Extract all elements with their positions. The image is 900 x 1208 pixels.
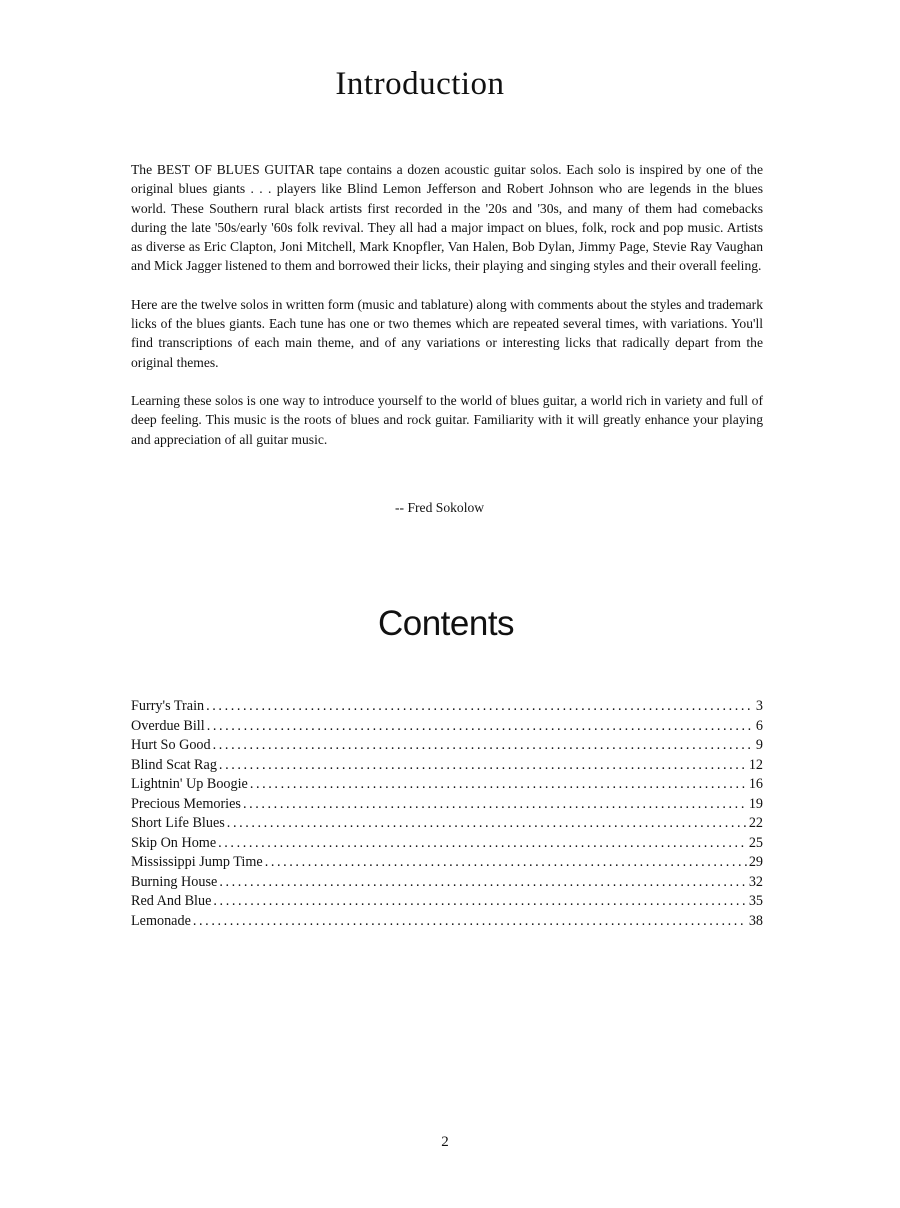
dot-leader	[218, 834, 747, 854]
dot-leader	[193, 912, 747, 932]
dot-leader	[207, 717, 754, 737]
toc-entry-title: Precious Memories	[131, 795, 241, 812]
dot-leader	[243, 795, 747, 815]
toc-entry-page: 9	[755, 737, 763, 753]
dot-leader	[227, 814, 747, 834]
intro-paragraph-2: Here are the twelve solos in written form (music and tablature) along with comments about the styles and trademark licks of the blues giants. Each tune has one or two themes which are repeated several times, with variations. You'll find transcriptions of each main theme, and of any variations or interesting licks that radically depart from the original themes.	[131, 296, 763, 370]
contents-title: Contents	[377, 604, 515, 643]
toc-entry-title: Furry's Train	[131, 698, 205, 714]
introduction-title: Introduction	[335, 66, 505, 102]
dot-leader	[206, 697, 754, 717]
toc-entry-page: 32	[748, 873, 763, 890]
dot-leader	[219, 756, 747, 776]
toc-entry[interactable]	[131, 697, 763, 717]
toc-entry-page: 29	[748, 854, 763, 870]
toc-entry-title: Short Life Blues	[131, 815, 225, 831]
toc-entry-title: Burning House	[131, 873, 218, 890]
toc-entry[interactable]	[131, 912, 763, 932]
page-number: 2	[441, 1134, 449, 1150]
toc-entry[interactable]	[131, 892, 763, 912]
intro-paragraph-3: Learning these solos is one way to introduce yourself to the world of blues guitar, a world rich in variety and full of deep feeling. This music is the roots of blues and rock guitar. Familiarity with it will greatly enhance your playing and appreciation of all guitar music.	[131, 392, 763, 447]
toc-entry-title: Skip On Home	[131, 834, 217, 851]
toc-entry-page: 19	[748, 795, 763, 812]
toc-entry-page: 12	[748, 756, 763, 773]
dot-leader	[219, 873, 747, 893]
toc-entry[interactable]	[131, 873, 763, 893]
table-of-contents	[131, 697, 763, 931]
toc-entry[interactable]	[131, 814, 763, 834]
toc-entry[interactable]	[131, 736, 763, 756]
toc-entry-title: Lightnin' Up Boogie	[131, 776, 248, 792]
toc-entry-page: 3	[755, 698, 763, 714]
toc-entry[interactable]	[131, 756, 763, 776]
introduction-body	[131, 160, 763, 468]
toc-entry-title: Red And Blue	[131, 893, 212, 909]
author-signature: -- Fred Sokolow	[395, 500, 485, 515]
toc-entry[interactable]	[131, 834, 763, 854]
toc-entry[interactable]	[131, 775, 763, 795]
toc-entry-title: Overdue Bill	[131, 717, 205, 734]
toc-entry[interactable]	[131, 795, 763, 815]
toc-entry-page: 35	[748, 893, 763, 909]
intro-paragraph-1: The BEST OF BLUES GUITAR tape contains a dozen acoustic guitar solos. Each solo is inspired by one of the original blues giants . . . players like Blind Lemon Jefferson and Robert Johnson who are legends in the blues world. These Southern rural black artists first recorded in the '20s and '30s, and many of them had comebacks during the late '50s/early '60s folk revival. They all had a major impact on blues, folk, rock and pop music. Artists as diverse as Eric Clapton, Joni Mitchell, Mark Knopfler, Van Halen, Bob Dylan, Jimmy Page, Stevie Ray Vaughan and Mick Jagger listened to them and borrowed their licks, their playing and singing styles and their overall feeling.	[131, 162, 763, 274]
toc-entry[interactable]	[131, 717, 763, 737]
dot-leader	[213, 736, 754, 756]
toc-entry[interactable]	[131, 853, 763, 873]
toc-entry-page: 22	[748, 815, 763, 831]
toc-entry-title: Blind Scat Rag	[131, 756, 217, 773]
toc-entry-title: Mississippi Jump Time	[131, 854, 263, 870]
dot-leader	[265, 853, 747, 873]
dot-leader	[250, 775, 747, 795]
dot-leader	[213, 892, 746, 912]
toc-entry-page: 38	[748, 912, 763, 929]
toc-entry-title: Hurt So Good	[131, 737, 211, 753]
toc-entry-title: Lemonade	[131, 912, 191, 929]
toc-entry-page: 25	[748, 834, 763, 851]
toc-entry-page: 6	[755, 717, 763, 734]
toc-entry-page: 16	[748, 776, 763, 792]
